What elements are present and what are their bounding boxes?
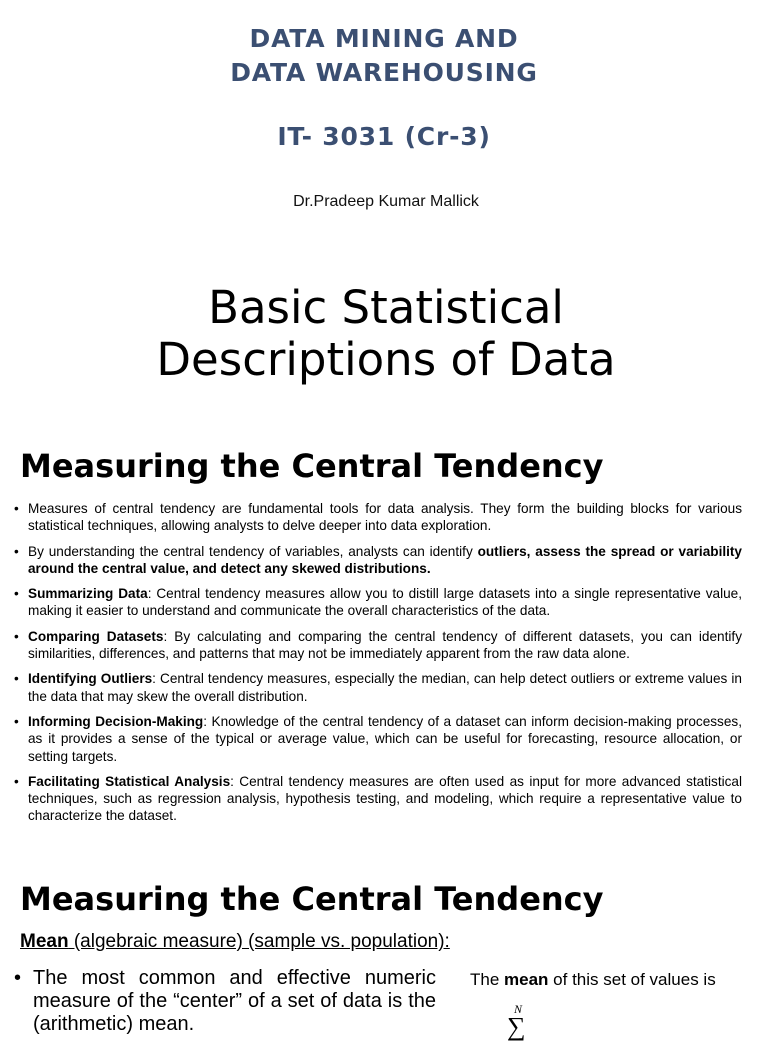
- list-item: • Comparing Datasets: By calculating and comparing the central tendency of different datasets, you can identify similarities, differences, and patterns that may not be immediately apparent from the raw data alone.: [14, 628, 742, 663]
- mean-bullet: • The most common and effective numeric measure of the “center” of a set of data is the (arithmetic) mean.: [14, 967, 436, 1036]
- section-title-line1: Basic Statistical: [208, 281, 564, 334]
- formula-upper-limit: N: [514, 1002, 523, 1016]
- author-name: Dr.Pradeep Kumar Mallick: [293, 193, 479, 210]
- list-item: • Identifying Outliers: Central tendency measures, especially the median, can help detect outliers or extreme values in the data that may skew the overall distribution.: [14, 670, 742, 705]
- course-title-line1: DATA MINING AND: [249, 24, 519, 53]
- mean-definition: The mean of this set of values is: [470, 970, 716, 989]
- list-item: • By understanding the central tendency of variables, analysts can identify outliers, assess the spread or variability around the central value, and detect any skewed distributions.: [14, 543, 742, 578]
- list-item: • Facilitating Statistical Analysis: Central tendency measures are often used as input for more advanced statistical techniques, such as regression analysis, hypothesis testing, and modeling, which require a representative value to characterize the dataset.: [14, 773, 742, 825]
- slide2-heading: Measuring the Central Tendency: [20, 880, 604, 918]
- list-item: • Informing Decision-Making: Knowledge of the central tendency of a dataset can inform decision-making processes, as it provides a sense of the typical or average value, which can be useful for forecasting, resource allocation, or setting targets.: [14, 713, 742, 765]
- course-code: IT- 3031 (Cr-3): [277, 122, 491, 151]
- course-title: [0, 22, 768, 90]
- section-title: [0, 282, 772, 386]
- course-title-line2: DATA WAREHOUSING: [230, 58, 538, 87]
- central-tendency-bullet-list: [14, 500, 742, 833]
- mean-subheading: Mean (algebraic measure) (sample vs. population):: [20, 931, 450, 952]
- list-item: • Summarizing Data: Central tendency measures allow you to distill large datasets into a single representative value, making it easier to understand and communicate the overall characteristics of the data.: [14, 585, 742, 620]
- list-item: • Measures of central tendency are fundamental tools for data analysis. They form the building blocks for various statistical techniques, allowing analysts to delve deeper into data exploration.: [14, 500, 742, 535]
- slide1-heading: Measuring the Central Tendency: [20, 447, 604, 485]
- sigma-symbol: ∑: [507, 1012, 526, 1041]
- section-title-line2: Descriptions of Data: [156, 333, 616, 386]
